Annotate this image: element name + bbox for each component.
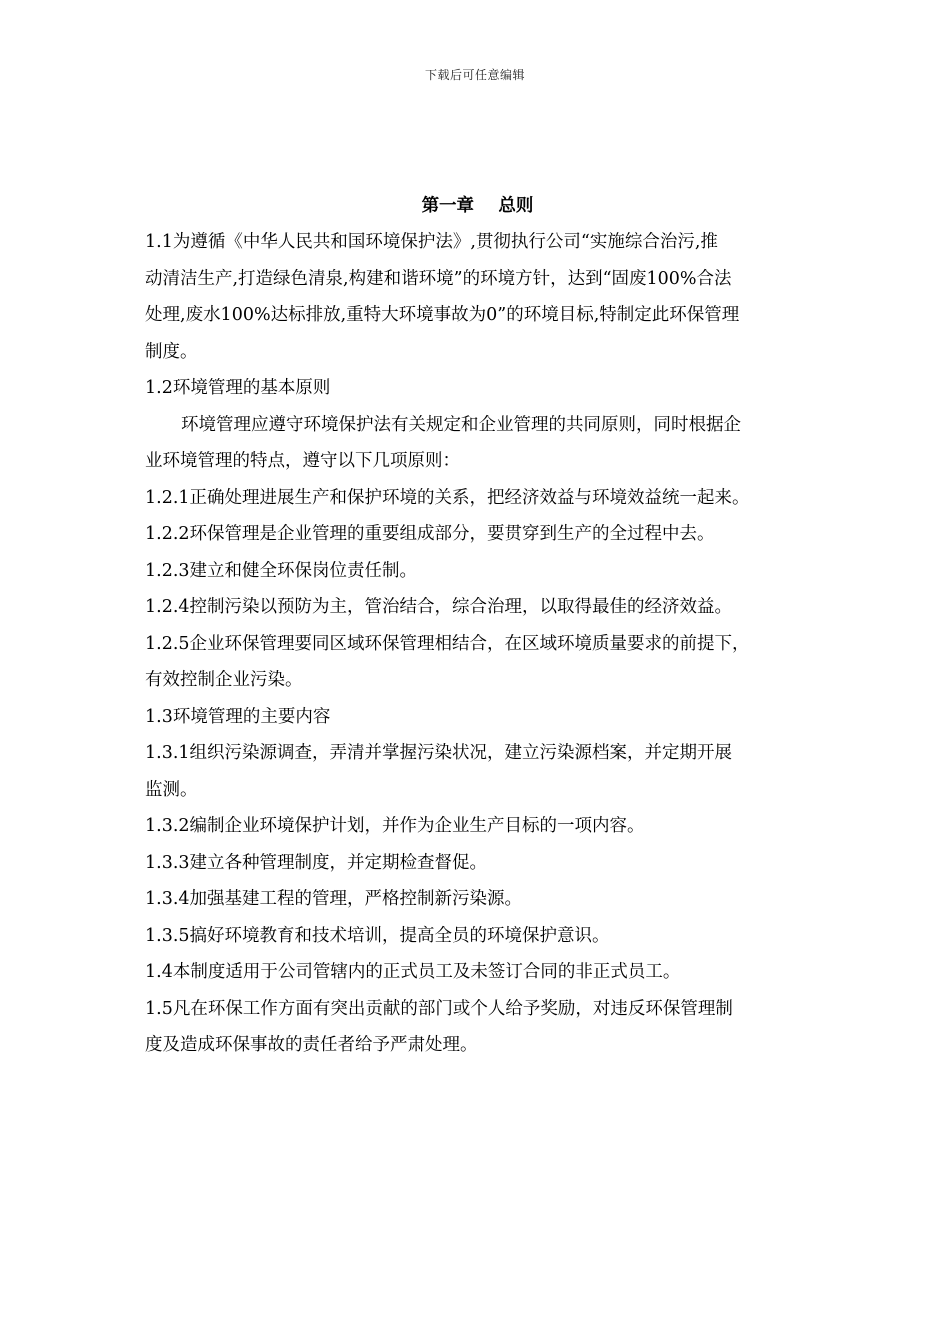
paragraph-p1-2-1 [145,480,810,517]
paragraph-line: 业环境管理的特点，遵守以下几项原则： [145,451,460,471]
paragraph-line: 有效控制企业污染。 [145,670,303,690]
paragraph-line: 1.2.2环保管理是企业管理的重要组成部分，要贯穿到生产的全过程中去。 [145,524,715,544]
paragraph-p1-4 [145,954,810,991]
paragraph-p1-2-5 [145,626,810,699]
paragraph-p1-3 [145,699,810,736]
paragraph-p1-3-3 [145,845,810,882]
paragraph-p1-1 [145,224,810,370]
paragraph-line: 1.1为遵循《中华人民共和国环境保护法》,贯彻执行公司“实施综合治污,推 [145,232,718,252]
paragraph-line: 1.3.4加强基建工程的管理，严格控制新污染源。 [145,889,523,909]
paragraph-line: 环境管理应遵守环境保护法有关规定和企业管理的共同原则，同时根据企 [181,414,741,435]
paragraph-p1-2-2 [145,516,810,553]
paragraph-line: 动清洁生产,打造绿色清泉,构建和谐环境”的环境方针，达到“固废100%合法 [145,268,732,289]
paragraph-line: 1.5凡在环保工作方面有突出贡献的部门或个人给予奖励，对违反环保管理制 [145,998,733,1019]
paragraph-line: 1.3.1组织污染源调查，弄清并掌握污染状况，建立污染源档案，并定期开展 [145,743,733,763]
paragraph-p1-5 [145,991,810,1064]
paragraph-line: 1.2.4控制污染以预防为主，管治结合，综合治理，以取得最佳的经济效益。 [145,597,733,617]
paragraph-line: 处理,废水100%达标排放,重特大环境事故为0”的环境目标,特制定此环保管理 [145,305,740,325]
paragraph-p1-3-1 [145,735,810,808]
paragraph-p1-2-4 [145,589,810,626]
paragraph-list [145,224,810,1064]
paragraph-line: 1.2.3建立和健全环保岗位责任制。 [145,560,418,581]
paragraph-p1-2-3 [145,553,810,590]
paragraph-line: 1.3.3建立各种管理制度，并定期检查督促。 [145,852,488,873]
paragraph-p1-3-2 [145,808,810,845]
paragraph-line: 1.3.5搞好环境教育和技术培训，提高全员的环境保护意识。 [145,925,610,946]
chapter-title: 第一章 总则 [421,196,534,216]
paragraph-line: 1.2.5企业环保管理要同区域环保管理相结合，在区域环境质量要求的前提下， [145,633,750,654]
paragraph-p1-2-intro [145,407,810,480]
paragraph-line: 1.3环境管理的主要内容 [145,706,331,727]
paragraph-line: 制度。 [145,341,198,362]
paragraph-line: 1.2环境管理的基本原则 [145,378,331,398]
paragraph-line: 1.3.2编制企业环境保护计划，并作为企业生产目标的一项内容。 [145,816,645,836]
document-body [145,190,810,1064]
paragraph-p1-3-5 [145,918,810,955]
header-note: 下载后可任意编辑 [424,68,525,82]
paragraph-line: 1.4本制度适用于公司管辖内的正式员工及未签订合同的非正式员工。 [145,962,681,982]
paragraph-line: 监测。 [145,779,198,800]
paragraph-p1-3-4 [145,881,810,918]
paragraph-p1-2 [145,370,810,407]
paragraph-line: 度及造成环保事故的责任者给予严肃处理。 [145,1035,478,1055]
paragraph-line: 1.2.1正确处理进展生产和保护环境的关系，把经济效益与环境效益统一起来。 [145,487,750,508]
